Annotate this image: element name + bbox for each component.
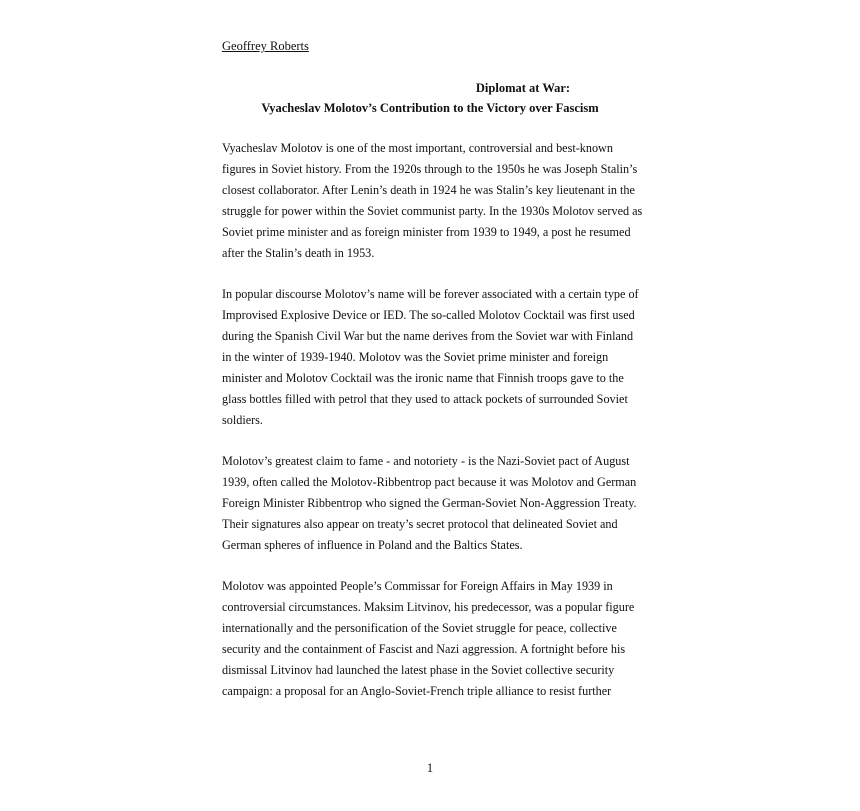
text-line: campaign: a proposal for an Anglo-Soviet-French triple alliance to resist further (222, 684, 612, 698)
text-line: minister and Molotov Cocktail was the ironic name that Finnish troops gave to the (222, 371, 624, 385)
text-line: during the Spanish Civil War but the name derives from the Soviet war with Finland (222, 329, 634, 343)
text-line: In popular discourse Molotov’s name will be forever associated with a certain type of (222, 287, 639, 301)
text-line: Their signatures also appear on treaty’s secret protocol that delineated Soviet and (222, 517, 618, 531)
text-line: Improvised Explosive Device or IED. The so-called Molotov Cocktail was first used (222, 308, 635, 322)
text-line: figures in Soviet history. From the 1920s through to the 1950s he was Joseph Stalin’s (222, 162, 638, 176)
text-line: security and the containment of Fascist and Nazi aggression. A fortnight before his (222, 642, 626, 656)
text-line: in the winter of 1939-1940. Molotov was the Soviet prime minister and foreign (222, 350, 609, 364)
text-line: glass bottles filled with petrol that they used to attack pockets of surrounded Soviet (222, 392, 628, 406)
text-line: Vyacheslav Molotov is one of the most important, controversial and best-known (222, 141, 613, 155)
text-line: struggle for power within the Soviet communist party. In the 1930s Molotov served as (222, 204, 642, 218)
text-line: German spheres of influence in Poland and the Baltics States. (222, 538, 523, 552)
page-number: 1 (426, 761, 434, 775)
document-title (222, 80, 638, 96)
paragraph-1 (222, 138, 642, 264)
text-line: after the Stalin’s death in 1953. (222, 246, 375, 260)
paragraph-3 (222, 451, 642, 556)
text-line: controversial circumstances. Maksim Litvinov, his predecessor, was a popular figure (222, 600, 635, 614)
text-line: Soviet prime minister and as foreign minister from 1939 to 1949, a post he resumed (222, 225, 631, 239)
paragraph-2 (222, 284, 642, 431)
text-line: Molotov was appointed People’s Commissar for Foreign Affairs in May 1939 in (222, 579, 613, 593)
document-subtitle: Vyacheslav Molotov’s Contribution to the Victory over Fascism (261, 101, 599, 115)
text-line: internationally and the personification of the Soviet struggle for peace, collective (222, 621, 617, 635)
paragraph-4 (222, 576, 642, 702)
text-line: dismissal Litvinov had launched the latest phase in the Soviet collective security (222, 663, 615, 677)
text-line: Molotov’s greatest claim to fame - and notoriety - is the Nazi-Soviet pact of August (222, 454, 630, 468)
text-line: soldiers. (222, 413, 263, 427)
title-line-1: Diplomat at War: (475, 81, 571, 95)
text-line: closest collaborator. After Lenin’s death in 1924 he was Stalin’s key lieutenant in the (222, 183, 635, 197)
text-line: Foreign Minister Ribbentrop who signed the German-Soviet Non-Aggression Treaty. (222, 496, 637, 510)
author-name: Geoffrey Roberts (222, 39, 309, 53)
text-line: 1939, often called the Molotov-Ribbentrop pact because it was Molotov and German (222, 475, 637, 489)
